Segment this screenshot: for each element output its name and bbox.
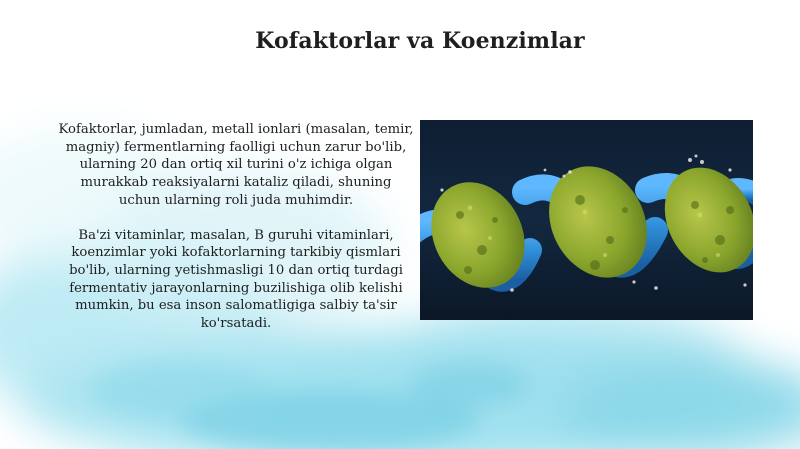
paragraph-vitamins: Ba'zi vitaminlar, masalan, B guruhi vitaminlari, koenzimlar yoki kofaktorlarning tarkibiy qismlari bo'lib, ularning yetishmasligi 10 dan ortiq turdagi fermentativ jarayonlarning buzilishiga olib kelishi mumkin, bu esa inson salomatligiga salbiy ta'sir ko'rsatadi. bbox=[69, 227, 403, 332]
slide-title: Kofaktorlar va Koenzimlar bbox=[255, 28, 585, 54]
paragraph-cofactors: Kofaktorlar, jumladan, metall ionlari (masalan, temir, magniy) fermentlarning faolligi uchun zarur bo'lib, ularning 20 dan ortiq xil turini o'z ichiga olgan murakkab reaksiyalarni kataliz qiladi, shuning uchun ularning roli juda muhimdir. bbox=[58, 122, 414, 208]
text-block bbox=[58, 121, 414, 350]
helix-image bbox=[420, 120, 753, 320]
dna-helix-illustration bbox=[420, 120, 753, 320]
